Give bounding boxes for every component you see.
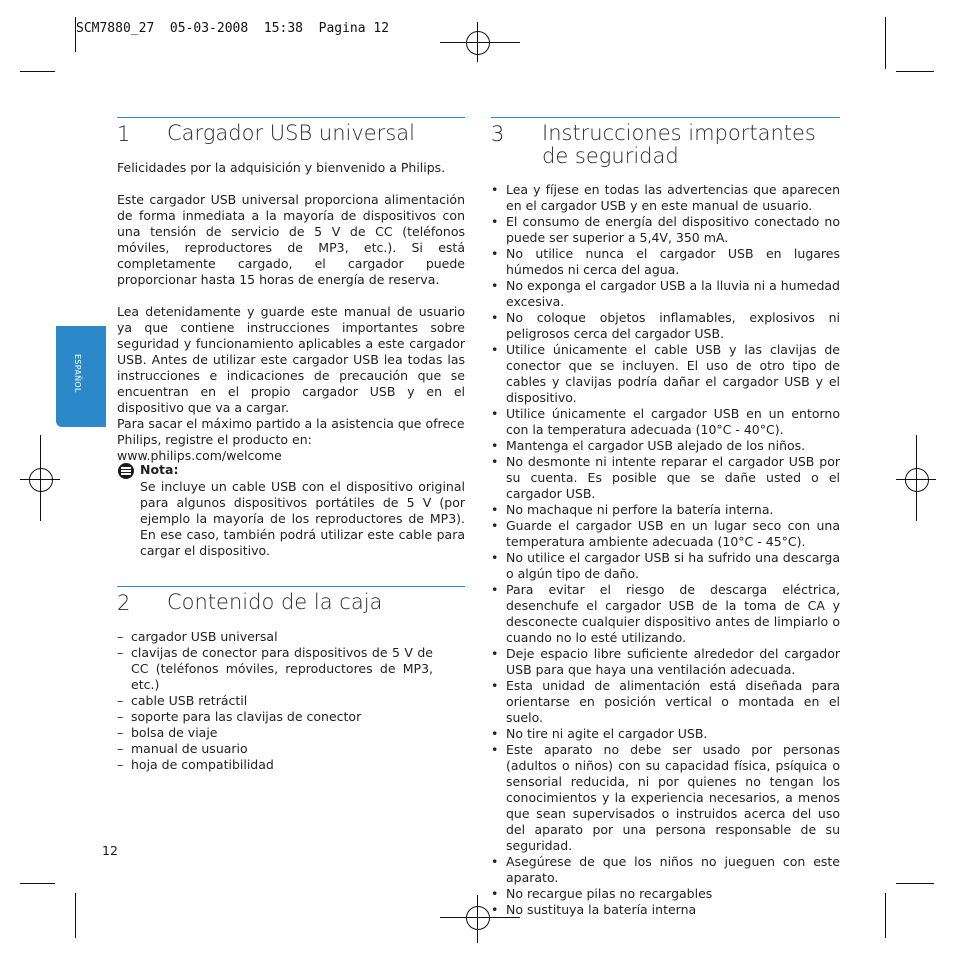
crop-mark — [885, 17, 886, 69]
list-item: • No recargue pilas no recargables — [491, 886, 840, 902]
registration-mark-right — [896, 435, 936, 521]
list-item: • Este aparato no debe ser usado por personas (adultos o niños) con su capacidad física, psíquica o sensorial reducida, ni por quienes no tengan los conocimientos y la experiencia necesarios, a menos que sean supervisados o instruidos acerca del uso del aparato por una persona responsable de su seguridad. — [491, 742, 840, 854]
list-item: • Deje espacio libre suficiente alrededor del cargador USB para que haya una ventilación adecuada. — [491, 646, 840, 678]
list-item: • Mantenga el cargador USB alejado de los niños. — [491, 438, 840, 454]
paragraph: Para sacar el máximo partido a la asistencia que ofrece Philips, registre el producto en: www.philips.com/welcome — [117, 416, 465, 463]
registration-mark-top — [440, 22, 520, 62]
list-item: – soporte para las clavijas de conector — [117, 709, 433, 725]
safety-instructions-list — [491, 182, 840, 918]
language-tab — [56, 326, 106, 427]
list-item: • No machaque ni perfore la batería interna. — [491, 502, 840, 518]
crop-mark — [885, 893, 886, 938]
note-text: Se incluye un cable USB con el dispositivo original para algunos dispositivos portátiles de 5 V (por ejemplo la mayoría de los reproductores de MP3). En ese caso, también podrá utilizar este cable para cargar el dispositivo. — [140, 479, 465, 558]
list-item: • No desmonte ni intente reparar el cargador USB por su cuenta. Es posible que se dañe usted o el cargador USB. — [491, 454, 840, 502]
list-item: • No exponga el cargador USB a la lluvia ni a humedad excesiva. — [491, 278, 840, 310]
crop-mark — [20, 71, 55, 72]
list-item: • No utilice nunca el cargador USB en lugares húmedos ni cerca del agua. — [491, 246, 840, 278]
crop-mark — [75, 893, 76, 938]
list-item: – cargador USB universal — [117, 629, 433, 645]
section-2-number: 2 — [117, 591, 131, 615]
list-item: – cable USB retráctil — [117, 693, 433, 709]
page-number: 12 — [102, 843, 118, 858]
section-1-body — [117, 304, 465, 416]
list-item: • Lea y fíjese en todas las advertencias que aparecen en el cargador USB y en este manual de usuario. — [491, 182, 840, 214]
list-item: • El consumo de energía del dispositivo conectado no puede ser superior a 5,4V, 350 mA. — [491, 214, 840, 246]
list-item: • Esta unidad de alimentación está diseñada para orientarse en posición vertical o montada en el suelo. — [491, 678, 840, 726]
list-item: – hoja de compatibilidad — [117, 757, 433, 773]
section-1-number: 1 — [117, 122, 131, 146]
section-3-title: Instrucciones importantes de seguridad — [542, 121, 816, 168]
section-1-intro — [117, 160, 465, 176]
list-item: • No utilice el cargador USB si ha sufrido una descarga o algún tipo de daño. — [491, 550, 840, 582]
list-item: • No coloque objetos inflamables, explosivos ni peligrosos cerca del cargador USB. — [491, 310, 840, 342]
paragraph: Este cargador USB universal proporciona alimentación de forma inmediata a la mayoría de dispositivos con una tensión de servicio de 5 V de CC (teléfonos móviles, reproductores de MP3, etc.). Si está completamente cargado, el cargador puede proporcionar hasta 15 horas de energía de reserva. — [117, 192, 465, 287]
paragraph: Felicidades por la adquisición y bienvenido a Philips. — [117, 160, 446, 175]
language-tab-label: ESPAÑOL — [73, 354, 82, 393]
registration-mark-left — [20, 435, 60, 521]
crop-mark — [75, 17, 76, 52]
list-item: • Asegúrese de que los niños no jueguen con este aparato. — [491, 854, 840, 886]
list-item: • Utilice únicamente el cargador USB en un entorno con la temperatura adecuada (10°C - 40°C). — [491, 406, 840, 438]
section-2-title: Contenido de la caja — [167, 590, 383, 614]
list-item: • Utilice únicamente el cable USB y las clavijas de conector que se incluyen. El uso de otro tipo de cables y clavijas podría dañar el cargador USB y el dispositivo. — [491, 342, 840, 406]
section-2-rule — [117, 586, 465, 587]
crop-mark — [20, 883, 55, 884]
list-item: • Para evitar el riesgo de descarga eléctrica, desenchufe el cargador USB de la toma de CA y desconecte cualquier dispositivo antes de limpiarlo o cuando no lo esté utilizando. — [491, 582, 840, 646]
list-item: – bolsa de viaje — [117, 725, 433, 741]
crop-mark — [896, 883, 934, 884]
section-1-rule — [117, 117, 465, 118]
section-1-title: Cargador USB universal — [167, 121, 415, 145]
list-item: • No tire ni agite el cargador USB. — [491, 726, 840, 742]
list-item: – manual de usuario — [117, 741, 433, 757]
note-icon — [118, 463, 134, 479]
section-3-number: 3 — [491, 122, 505, 146]
print-slug: SCM7880_27 05-03-2008 15:38 Pagina 12 — [76, 21, 390, 36]
section-1-body — [117, 416, 465, 464]
list-item: • Guarde el cargador USB en un lugar seco con una temperatura ambiente adecuada (10°C - 45°C). — [491, 518, 840, 550]
list-item: • No sustituya la batería interna — [491, 902, 840, 918]
note-label: Nota: — [140, 462, 179, 477]
paragraph: Lea detenidamente y guarde este manual de usuario ya que contiene instrucciones importantes sobre seguridad y funcionamiento aplicables a este cargador USB. Antes de utilizar este cargador USB lea todas las instrucciones e indicaciones de precaución que se encuentran en el propio cargador USB y en el dispositivo que va a cargar. — [117, 304, 465, 415]
box-contents-list — [117, 629, 433, 773]
crop-mark — [896, 71, 934, 72]
section-3-rule — [491, 117, 840, 118]
list-item: – clavijas de conector para dispositivos de 5 V de CC (teléfonos móviles, reproductores de MP3, etc.) — [117, 645, 433, 693]
section-1-body — [117, 192, 465, 288]
